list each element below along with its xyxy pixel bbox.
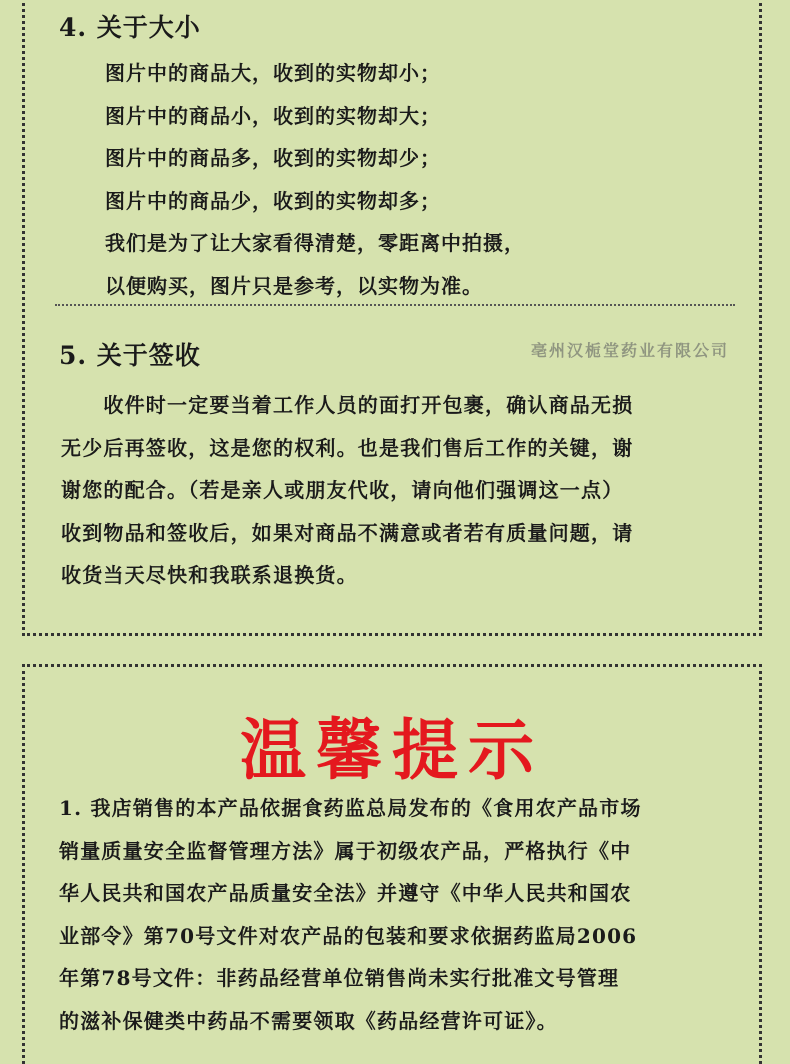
section-divider bbox=[55, 304, 735, 306]
company-watermark: 亳州汉栀堂药业有限公司 bbox=[530, 341, 729, 360]
paragraph-line: 的滋补保健类中药品不需要领取《药品经营许可证》。 bbox=[59, 1008, 558, 1033]
paragraph-line: 谢您的配合。（若是亲人或朋友代收，请向他们强调这一点） bbox=[61, 478, 624, 502]
section-size-line: 我们是为了让大家看得清楚，零距离中拍摄， bbox=[105, 231, 525, 255]
tips-paragraph bbox=[59, 787, 759, 1042]
section-size-list bbox=[105, 52, 525, 307]
paragraph-line: 收货当天尽快和我联系退换货。 bbox=[61, 563, 358, 587]
section-size-line: 图片中的商品大，收到的实物却小； bbox=[105, 61, 441, 85]
paragraph-line: 销量质量安全监督管理方法》属于初级农产品，严格执行《中 bbox=[59, 838, 632, 863]
paragraph-line: 收件时一定要当着工作人员的面打开包裹，确认商品无损 bbox=[61, 393, 634, 417]
paragraph-line: 1. 我店销售的本产品依据食药监总局发布的《食用农产品市场 bbox=[59, 796, 642, 820]
section-size-line: 图片中的商品少，收到的实物却多； bbox=[105, 188, 441, 213]
paragraph-line: 华人民共和国农产品质量安全法》并遵守《中华人民共和国农 bbox=[59, 881, 632, 905]
paragraph-line: 年第78号文件：非药品经营单位销售尚未实行批准文号管理 bbox=[59, 966, 620, 990]
paragraph-line: 业部令》第70号文件对农产品的包装和要求依据药监局2006 bbox=[59, 923, 638, 948]
tips-heading: 温馨提示 bbox=[240, 711, 544, 789]
tips-panel bbox=[22, 664, 762, 1064]
section-size-line: 以便购买，图片只是参考，以实物为准。 bbox=[105, 273, 483, 298]
paragraph-line: 收到物品和签收后，如果对商品不满意或者若有质量问题，请 bbox=[61, 520, 634, 545]
section-signing-paragraph bbox=[61, 384, 751, 597]
section-size-line: 图片中的商品多，收到的实物却少； bbox=[105, 146, 441, 170]
paragraph-line: 无少后再签收，这是您的权利。也是我们售后工作的关键，谢 bbox=[61, 435, 634, 460]
section-size-title: 4. 关于大小 bbox=[59, 13, 201, 42]
section-signing-title: 5. 关于签收 bbox=[59, 341, 201, 370]
info-panel bbox=[22, 0, 762, 636]
section-size-line: 图片中的商品小，收到的实物却大； bbox=[105, 103, 441, 128]
